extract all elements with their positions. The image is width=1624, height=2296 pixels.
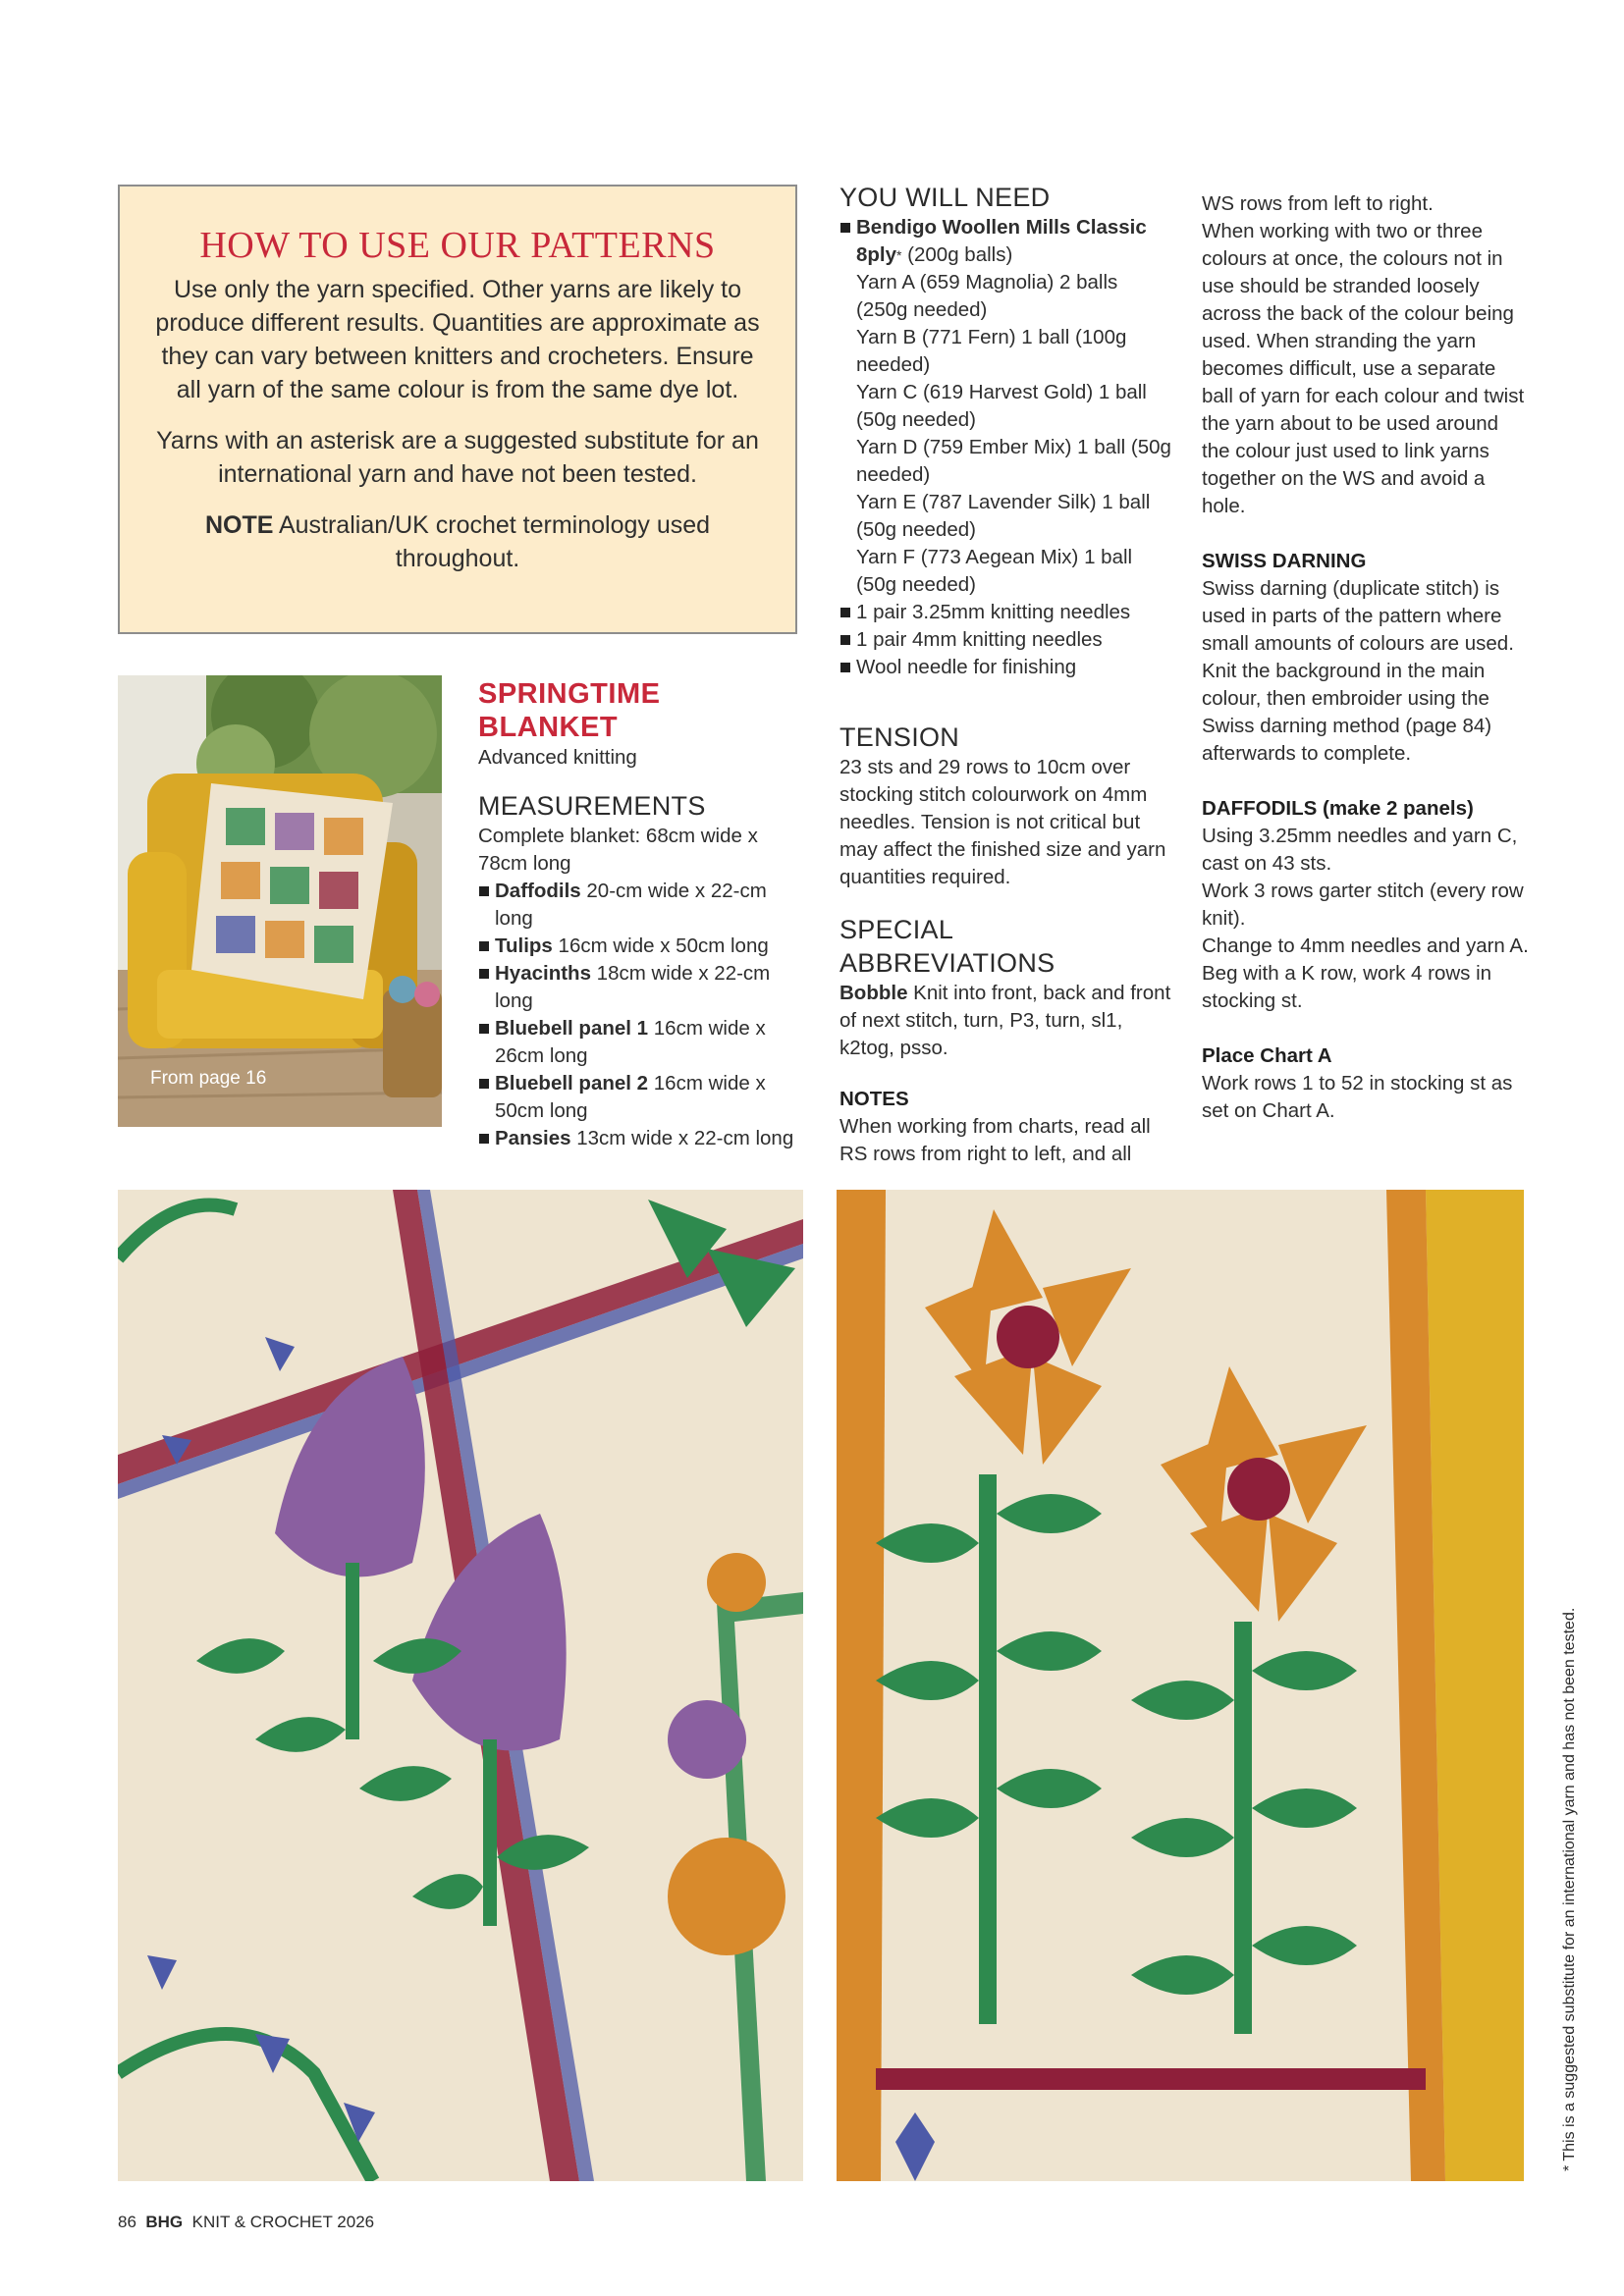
notes-text: When working from charts, read all RS rows from right to left, and all [839, 1115, 1151, 1165]
measurements-intro: Complete blanket: 68cm wide x 78cm long [478, 825, 758, 875]
tool-item: 1 pair 4mm knitting needles [839, 626, 1173, 654]
yarn-asterisk: * [896, 247, 902, 263]
daffodils-step: Using 3.25mm needles and yarn C, cast on 43 sts. [1202, 825, 1518, 875]
tools-list [839, 599, 1173, 681]
abbreviations-heading: SPECIAL ABBREVIATIONS [839, 915, 1056, 978]
measurement-item [478, 1015, 802, 1070]
note-label: NOTE [204, 511, 274, 539]
yarn-balls: (200g balls) [901, 243, 1013, 266]
measurement-size: 13cm wide x 22-cm long [570, 1127, 794, 1149]
footer-brand: BHG [145, 2213, 184, 2231]
hyacinth-panel-image [118, 1190, 803, 2181]
measurement-size: 18cm wide x 22-cm long [495, 962, 771, 1012]
yarn-item: Yarn B (771 Fern) 1 ball (100g needed) [856, 326, 1127, 376]
measurement-name: Hyacinths [495, 962, 591, 985]
swiss-darning-text: Swiss darning (duplicate stitch) is used in parts of the pattern where small amounts of colours are used. Knit the background in the main colour, then embroider using the Swiss darning method (page 84) afterwards to complete. [1202, 577, 1514, 765]
abbreviation-text: Knit into front, back and front of next stitch, turn, P3, turn, sl1, k2tog, psso. [839, 982, 1171, 1059]
measurement-name: Daffodils [495, 880, 581, 902]
yarn-item: Yarn E (787 Lavender Silk) 1 ball (50g needed) [856, 491, 1151, 541]
materials-column [839, 181, 1173, 1168]
place-chart-heading: Place Chart A [1202, 1044, 1332, 1067]
daffodils-step: Change to 4mm needles and yarn A. [1202, 934, 1529, 957]
measurement-item [478, 878, 802, 933]
yarn-brand: Bendigo Woollen Mills Classic 8ply [856, 216, 1147, 266]
note-text: Australian/UK crochet terminology used throughout. [273, 511, 711, 572]
hero-photo [118, 675, 442, 1127]
yarn-list [839, 269, 1173, 599]
measurement-name: Bluebell panel 2 [495, 1072, 649, 1095]
page-number: 86 [118, 2213, 136, 2231]
daffodils-heading: DAFFODILS (make 2 panels) [1202, 797, 1474, 820]
how-to-use-box [118, 185, 797, 634]
yarn-brand-item [839, 214, 1173, 269]
yarn-item: Yarn C (619 Harvest Gold) 1 ball (50g needed) [856, 381, 1147, 431]
chair-blanket-image [118, 675, 442, 1127]
yarn-item: Yarn F (773 Aegean Mix) 1 ball (50g needed) [856, 546, 1133, 596]
materials-list [839, 214, 1173, 269]
pattern-title: SPRINGTIME BLANKET [478, 678, 661, 743]
place-chart-text: Work rows 1 to 52 in stocking st as set on Chart A. [1202, 1072, 1513, 1122]
yarn-item: Yarn A (659 Magnolia) 2 balls (250g needed) [856, 271, 1118, 321]
daffodils-step: Work 3 rows garter stitch (every row knit). [1202, 880, 1524, 930]
pattern-level: Advanced knitting [478, 746, 637, 769]
daffodils-step: Beg with a K row, work 4 rows in stocking st. [1202, 962, 1492, 1012]
measurement-item [478, 960, 802, 1015]
how-to-paragraph-2: Yarns with an asterisk are a suggested substitute for an international yarn and have not been tested. [156, 427, 759, 488]
pattern-column [478, 677, 802, 1152]
measurements-heading: MEASUREMENTS [478, 791, 706, 821]
tension-text: 23 sts and 29 rows to 10cm over stocking stitch colourwork on 4mm needles. Tension is not critical but may affect the finished size and yarn quantities required. [839, 756, 1166, 888]
measurement-size: 16cm wide x 50cm long [552, 934, 769, 957]
swiss-darning-heading: SWISS DARNING [1202, 550, 1367, 572]
tension-heading: TENSION [839, 722, 960, 752]
photo-caption: From page 16 [150, 1068, 267, 1089]
yarn-item: Yarn D (759 Ember Mix) 1 ball (50g needed) [856, 436, 1171, 486]
notes-continued: WS rows from left to right. [1202, 192, 1434, 215]
measurement-item [478, 933, 802, 960]
measurement-name: Bluebell panel 1 [495, 1017, 649, 1040]
measurement-name: Pansies [495, 1127, 571, 1149]
how-to-paragraph-1: Use only the yarn specified. Other yarns are likely to produce different results. Quantities are approximate as they can vary between knitters and crocheters. Ensure all yarn of the same colour is from the same dye lot. [155, 276, 760, 403]
measurements-list [478, 878, 802, 1152]
measurement-item [478, 1125, 802, 1152]
measurement-name: Tulips [495, 934, 553, 957]
instructions-column [1202, 190, 1531, 1125]
notes-heading: NOTES [839, 1088, 909, 1110]
measurement-size: 20-cm wide x 22-cm long [495, 880, 767, 930]
measurement-size: 16cm wide x 50cm long [495, 1072, 766, 1122]
stranding-text: When working with two or three colours at once, the colours not in use should be stranded loosely across the back of the colour being used. When stranding the yarn becomes difficult, use a separate ball of yarn for each colour and twist the yarn about to be used around the colour just used to link yarns together on the WS and avoid a hole. [1202, 220, 1525, 517]
page-footer [118, 2213, 374, 2232]
footer-title: KNIT & CROCHET 2026 [191, 2213, 375, 2231]
abbreviation-bobble [839, 980, 1173, 1062]
daffodil-panel-image [837, 1190, 1524, 2181]
abbreviation-term: Bobble [839, 982, 908, 1004]
measurement-item [478, 1070, 802, 1125]
measurement-size: 16cm wide x 26cm long [495, 1017, 766, 1067]
how-to-note [149, 508, 766, 575]
tool-item: 1 pair 3.25mm knitting needles [839, 599, 1173, 626]
tool-item: Wool needle for finishing [839, 654, 1173, 681]
you-will-need-heading: YOU WILL NEED [839, 183, 1051, 212]
knit-detail-photo-right [837, 1190, 1524, 2181]
knit-detail-photo-left [118, 1190, 803, 2181]
asterisk-side-note: * This is a suggested substitute for an international yarn and has not been tested. [1561, 1607, 1578, 2171]
how-to-title: HOW TO USE OUR PATTERNS [199, 225, 716, 266]
